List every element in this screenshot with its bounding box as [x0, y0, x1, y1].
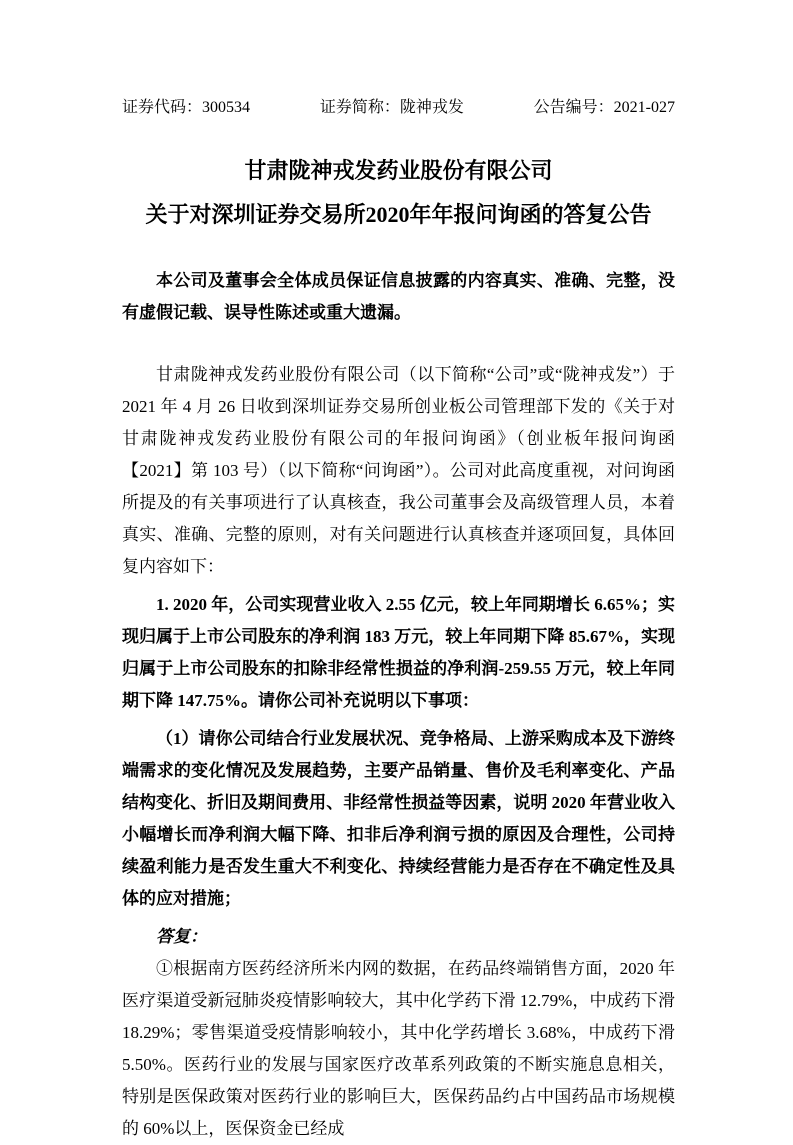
announcement-number: 公告编号：2021-027: [533, 99, 675, 116]
stock-code: 证券代码：300534: [122, 99, 251, 116]
body-paragraph-question-1: 1. 2020 年，公司实现营业收入 2.55 亿元，较上年同期增长 6.65%；实现归属于上市公司股东的净利润 183 万元，较上年同期下降 85.67%，实现归属于上市公司股东的扣除非经常性损益的净利润-259.55 万元，较上年同期下降 147.75%。请你公司补充说明以下事项：: [122, 595, 675, 710]
declaration-paragraph: 本公司及董事会全体成员保证信息披露的内容真实、准确、完整，没有虚假记载、误导性陈述或重大遗漏。: [122, 271, 675, 322]
document-title-line2: 关于对深圳证券交易所2020年年报问询函的答复公告: [145, 202, 652, 227]
body-paragraph-reply-1: ①根据南方医药经济所米内网的数据，在药品终端销售方面，2020 年医疗渠道受新冠肺炎疫情影响较大，其中化学药下滑 12.79%，中成药下滑 18.29%；零售渠道受疫情影响较小，其中化学药增长 3.68%，中成药下滑 5.50%。医药行业的发展与国家医疗改革系列政策的不断实施息息相关，特别是医保政策对医药行业的影响巨大，医保药品约占中国药品市场规模的 60%以上，医保资金已经成: [122, 959, 675, 1138]
stock-name: 证券简称：陇神戎发: [319, 99, 464, 116]
document-header: [122, 98, 675, 117]
document-title: [122, 149, 675, 237]
document-body: [122, 359, 675, 1145]
body-paragraph-reply-label: 答复：: [156, 927, 207, 946]
document-title-line1: 甘肃陇神戎发药业股份有限公司: [244, 158, 553, 183]
body-paragraph-intro: 甘肃陇神戎发药业股份有限公司（以下简称“公司”或“陇神戎发”）于2021 年 4 月 26 日收到深圳证券交易所创业板公司管理部下发的《关于对甘肃陇神戎发药业股份有限公司的年报问询函》（创业板年报问询函【2021】第 103 号）（以下简称“问询函”）。公司对此高度重视，对问询函所提及的有关事项进行了认真核查，我公司董事会及高级管理人员，本着真实、准确、完整的原则，对有关问题进行认真核查并逐项回复，具体回复内容如下：: [122, 365, 675, 576]
body-paragraph-question-1-1: （1）请你公司结合行业发展状况、竞争格局、上游采购成本及下游终端需求的变化情况及发展趋势，主要产品销量、售价及毛利率变化、产品结构变化、折旧及期间费用、非经常性损益等因素，说明 2020 年营业收入小幅增长而净利润大幅下降、扣非后净利润亏损的原因及合理性，公司持续盈利能力是否发生重大不利变化、持续经营能力是否存在不确定性及具体的应对措施；: [122, 729, 675, 908]
